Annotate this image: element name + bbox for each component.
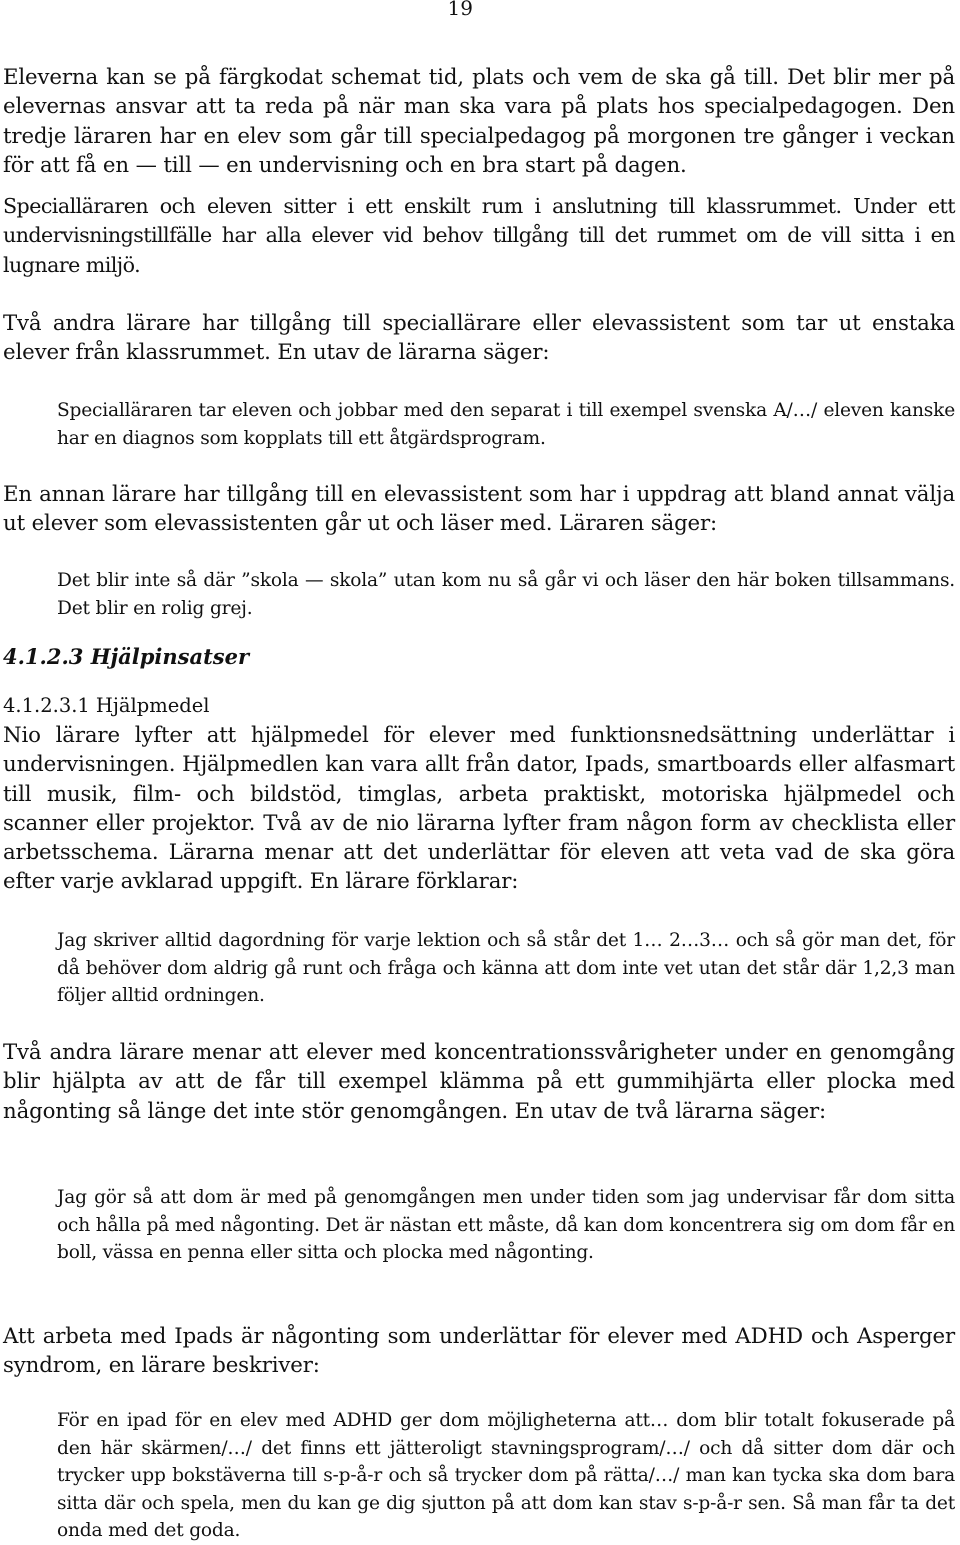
quote-2: Det blir inte så där ”skola — skola” utan kom nu så går vi och läser den här boken tillsammans. Det blir en rolig grej. (57, 570, 955, 619)
paragraph-5: Två andra lärare menar att elever med koncentrationssvårigheter under en genomgång blir hjälpta av att de får till exempel klämma på ett gummihjärta eller plocka med någonting så länge det inte stör genomgången. En utav de två lärarna säger: (3, 1040, 955, 1124)
subsection-heading (3, 692, 216, 720)
paragraph-6: Att arbeta med Ipads är någonting som underlättar för elever med ADHD och Asperger syndrom, en lärare beskriver: (3, 1324, 955, 1379)
section-heading: 4.1.2.3 Hjälpinsatser (3, 644, 250, 669)
page-number: 19 (447, 0, 473, 20)
quote-3: Jag skriver alltid dagordning för varje lektion och så står det 1… 2…3… och så gör man det, för då behöver dom aldrig gå runt och fråga och känna att dom inte vet utan det står där 1,2,3 man följer alltid ordningen. (57, 930, 955, 1006)
paragraph-1a: Eleverna kan se på färgkodat schemat tid, plats och vem de ska gå till. Det blir mer på elevernas ansvar att ta reda på när man ska vara på plats hos specialpedagogen. Den tredje läraren har en elev som går till specialpedagog på morgonen tre gånger i veckan för att få en — till — en undervisning och en bra start på dagen. (3, 65, 955, 178)
paragraph-3: En annan lärare har tillgång till en elevassistent som har i uppdrag att bland annat välja ut elever som elevassistenten går ut och läser med. Läraren säger: (3, 482, 955, 537)
paragraph-1b: Specialläraren och eleven sitter i ett enskilt rum i anslutning till klassrummet. Under ett undervisningstillfälle har alla elever vid behov tillgång till det rummet om de vill sitta i en lugnare miljö. (3, 194, 955, 277)
subsection-title: Hjälpmedel (95, 694, 210, 717)
quote-5: För en ipad för en elev med ADHD ger dom möjligheterna att… dom blir totalt fokuserade på den här skärmen/…/ det finns ett jätteroligt stavningsprogram/…/ och då sitter dom där och trycker upp bokstäverna till s-p-å-r och så trycker dom på rätta/…/ man kan tycka ska dom bara sitta där och spela, men du kan ge dig sjutton på att dom kan stav s-p-å-r sen. Så man får ta det onda med det goda. (57, 1410, 955, 1541)
subsection-number: 4.1.2.3.1 (3, 694, 90, 717)
paragraph-4: Nio lärare lyfter att hjälpmedel för elever med funktionsnedsättning underlättar i undervisningen. Hjälpmedlen kan vara allt från dator, Ipads, smartboards eller alfasmart till musik, film- och bildstöd, timglas, arbeta praktiskt, motoriska hjälpmedel och scanner eller projektor. Två av de nio lärarna lyfter fram någon form av checklista eller arbetsschema. Lärarna menar att det underlättar för eleven att veta vad de ska göra efter varje avklarad uppgift. En lärare förklarar: (3, 723, 955, 895)
quote-4: Jag gör så att dom är med på genomgången men under tiden som jag undervisar får dom sitta och hålla på med någonting. Det är nästan ett måste, då kan dom koncentrera sig om dom får en boll, vässa en penna eller sitta och plocka med någonting. (57, 1187, 955, 1263)
quote-1: Specialläraren tar eleven och jobbar med den separat i till exempel svenska A/…/ eleven kanske har en diagnos som kopplats till ett åtgärdsprogram. (57, 400, 955, 449)
paragraph-2: Två andra lärare har tillgång till speciallärare eller elevassistent som tar ut enstaka elever från klassrummet. En utav de lärarna säger: (3, 311, 955, 366)
